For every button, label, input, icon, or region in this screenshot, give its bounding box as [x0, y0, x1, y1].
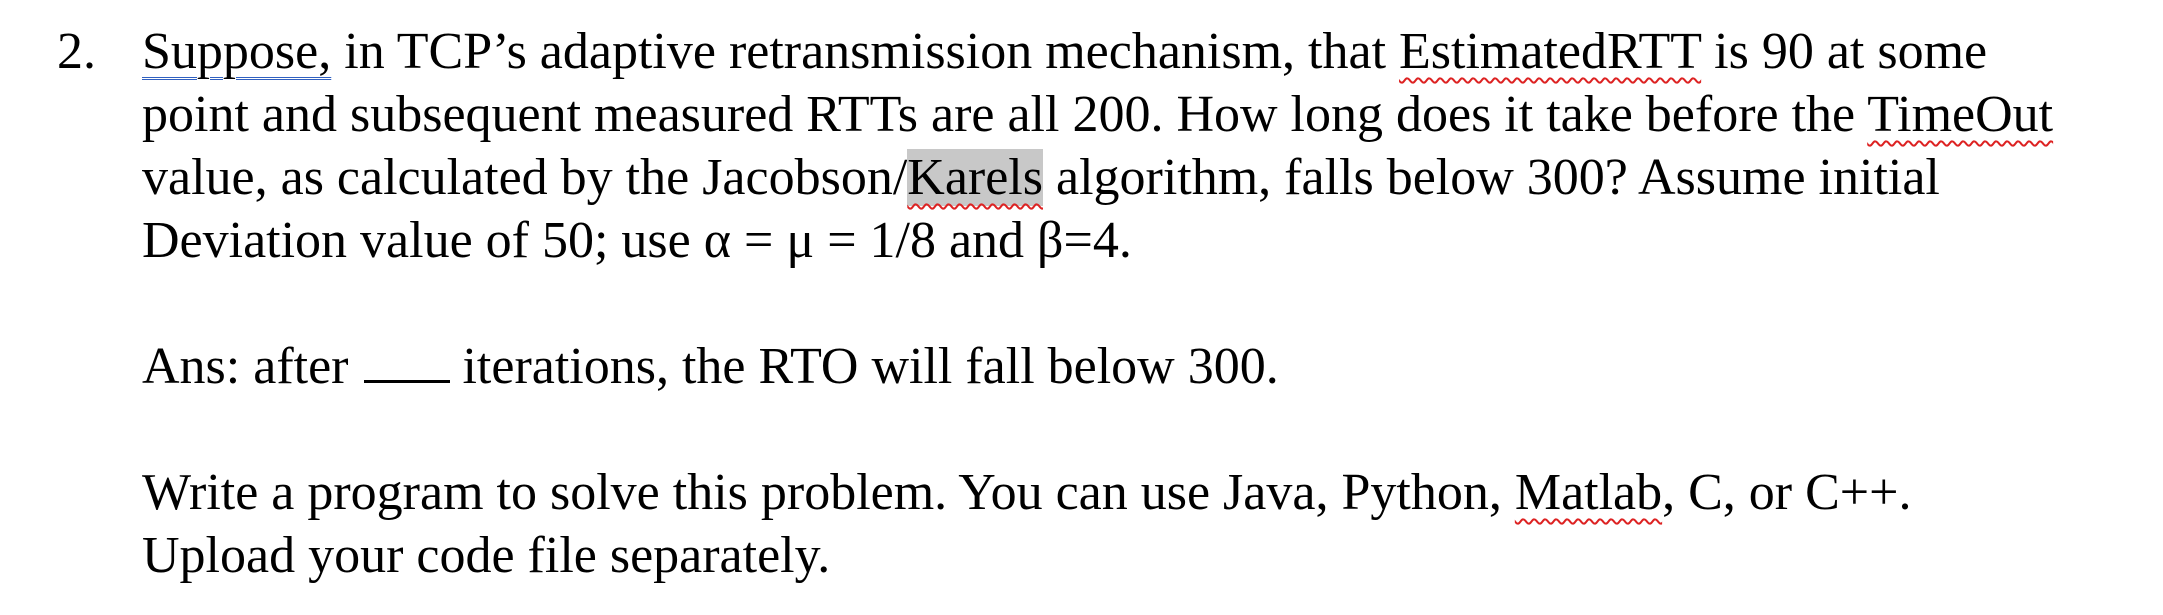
- answer-suffix: iterations, the RTO will fall below 300.: [462, 338, 1279, 395]
- question-line-3: [142, 146, 2112, 210]
- question-text: algorithm, falls below 300? Assume initial: [1056, 149, 1940, 206]
- answer-blank[interactable]: [364, 340, 450, 383]
- question-text: is 90 at some: [1714, 23, 1988, 80]
- question-text: point and subsequent measured RTTs are all 200. How long does it take before the: [142, 86, 1856, 143]
- task-text: Write a program to solve this problem. You can use Java, Python,: [142, 464, 1502, 521]
- selected-word[interactable]: Karels: [907, 149, 1043, 206]
- grammar-flagged-word[interactable]: Suppose,: [142, 23, 332, 80]
- task-line-2: Upload your code file separately.: [142, 527, 831, 584]
- question-line-2: [142, 83, 2112, 147]
- task-line-1: [142, 461, 2112, 525]
- question-line-1: [142, 20, 2112, 84]
- question-number: 2.: [57, 23, 96, 80]
- spelling-flagged-word[interactable]: TimeOut: [1867, 86, 2054, 143]
- question-text: in TCP’s adaptive retransmission mechanism, that: [344, 23, 1387, 80]
- answer-line: [142, 335, 2112, 399]
- answer-prefix: Ans: after: [142, 338, 349, 395]
- question-line-4: Deviation value of 50; use α = μ = 1/8 and β=4.: [142, 212, 1132, 269]
- spelling-flagged-word[interactable]: EstimatedRTT: [1399, 23, 1702, 80]
- spelling-flagged-word[interactable]: Matlab: [1514, 464, 1663, 521]
- question-text: value, as calculated by the Jacobson/: [142, 149, 908, 206]
- task-text: , C, or C++.: [1662, 464, 1912, 521]
